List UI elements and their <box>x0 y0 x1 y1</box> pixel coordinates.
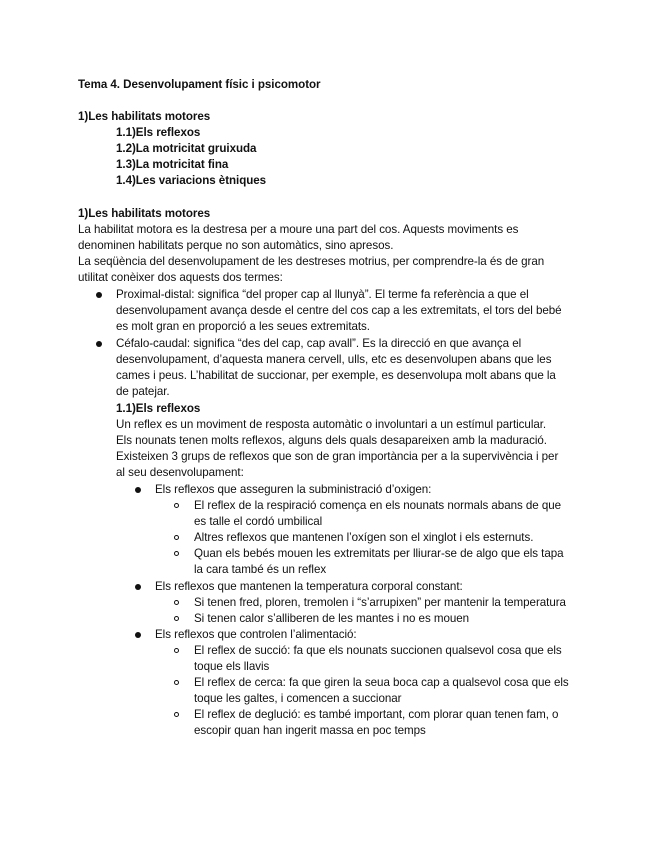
sub-list-item-line: toque els llavis <box>194 660 270 673</box>
paragraph-line: Un reflex es un moviment de resposta automàtic o involuntari a un estímul particular. <box>116 418 547 431</box>
sub-list-item-line: El reflex de deglució: es també important, com plorar quan tenen fam, o <box>194 708 559 721</box>
outline-item: 1.3)La motricitat fina <box>116 158 229 171</box>
bullet-icon <box>135 584 141 590</box>
outline-item: 1.1)Els reflexos <box>116 126 201 139</box>
sub-list-item-line: toque les galtes, i comencen a succionar <box>194 692 402 705</box>
circle-bullet-icon <box>174 551 179 556</box>
list-item-line: desenvolupament, d’aquesta manera cervell, ulls, etc es desenvolupen abans que les <box>116 353 552 366</box>
circle-bullet-icon <box>174 680 179 685</box>
bullet-icon <box>96 292 102 298</box>
sub-list-item-line: El reflex de succió: fa que els nounats succionen qualsevol cosa que els <box>194 644 562 657</box>
sub-list-item-line: Altres reflexos que mantenen l’oxígen son el xinglot i els esternuts. <box>194 531 534 544</box>
bullet-icon <box>135 632 141 638</box>
circle-bullet-icon <box>174 600 179 605</box>
list-item-line: desenvolupament avança desde el centre del cos cap a les extremitats, el tors del bebé <box>116 304 562 317</box>
sub-list-item-line: El reflex de la respiració comença en els nounats normals abans de que <box>194 499 562 512</box>
circle-bullet-icon <box>174 712 179 717</box>
paragraph-line: al seu desenvolupament: <box>116 466 244 479</box>
subsection-heading: 1.1)Els reflexos <box>116 402 201 415</box>
sub-list-item-line: la cara també és un reflex <box>194 563 327 576</box>
sub-list-item-line: El reflex de cerca: fa que giren la seua boca cap a qualsevol cosa que els <box>194 676 569 689</box>
sub-list-item-line: es talle el cordó umbilical <box>194 515 323 528</box>
paragraph-line: Els nounats tenen molts reflexos, alguns dels quals desapareixen amb la maduració. <box>116 434 547 447</box>
circle-bullet-icon <box>174 616 179 621</box>
group-label: Els reflexos que asseguren la subministració d’oxigen: <box>155 483 432 496</box>
paragraph-line: denominen habilitats perque no son automàtics, sino apresos. <box>78 239 394 252</box>
paragraph-line: La seqüència del desenvolupament de les destreses motrius, per comprendre-la és de gran <box>78 255 545 268</box>
document-title: Tema 4. Desenvolupament físic i psicomotor <box>78 78 321 91</box>
list-item-line: cames i peus. L’habilitat de succionar, per exemple, es desenvolupa molt abans que la <box>116 369 556 382</box>
outline-item: 1.4)Les variacions ètniques <box>116 174 267 187</box>
paragraph-line: La habilitat motora es la destresa per a moure una part del cos. Aquests moviments es <box>78 223 519 236</box>
section-heading: 1)Les habilitats motores <box>78 207 211 220</box>
circle-bullet-icon <box>174 503 179 508</box>
sub-list-item-line: escopir quan han ingerit massa en poc temps <box>194 724 426 737</box>
list-item-line: Céfalo-caudal: significa “des del cap, cap avall”. Es la direcció en que avança el <box>116 337 522 350</box>
bullet-icon <box>96 341 102 347</box>
circle-bullet-icon <box>174 535 179 540</box>
bullet-icon <box>135 487 141 493</box>
paragraph-line: utilitat conèixer dos aquests dos termes: <box>78 271 283 284</box>
list-item-line: de patejar. <box>116 385 170 398</box>
paragraph-line: Existeixen 3 grups de reflexos que son de gran importància per a la supervivència i per <box>116 450 559 463</box>
circle-bullet-icon <box>174 648 179 653</box>
sub-list-item-line: Si tenen calor s’alliberen de les mantes i no es mouen <box>194 612 470 625</box>
sub-list-item-line: Quan els bebés mouen les extremitats per lliurar-se de algo que els tapa <box>194 547 564 560</box>
group-label: Els reflexos que controlen l’alimentació: <box>155 628 357 641</box>
sub-list-item-line: Si tenen fred, ploren, tremolen i “s’arrupixen” per mantenir la temperatura <box>194 596 566 609</box>
list-item-line: Proximal-distal: significa “del proper cap al llunyà”. El terme fa referència a que el <box>116 288 529 301</box>
list-item-line: es molt gran en proporció a les seues extremitats. <box>116 320 370 333</box>
outline-item: 1.2)La motricitat gruixuda <box>116 142 257 155</box>
outline-heading: 1)Les habilitats motores <box>78 110 211 123</box>
group-label: Els reflexos que mantenen la temperatura corporal constant: <box>155 580 463 593</box>
